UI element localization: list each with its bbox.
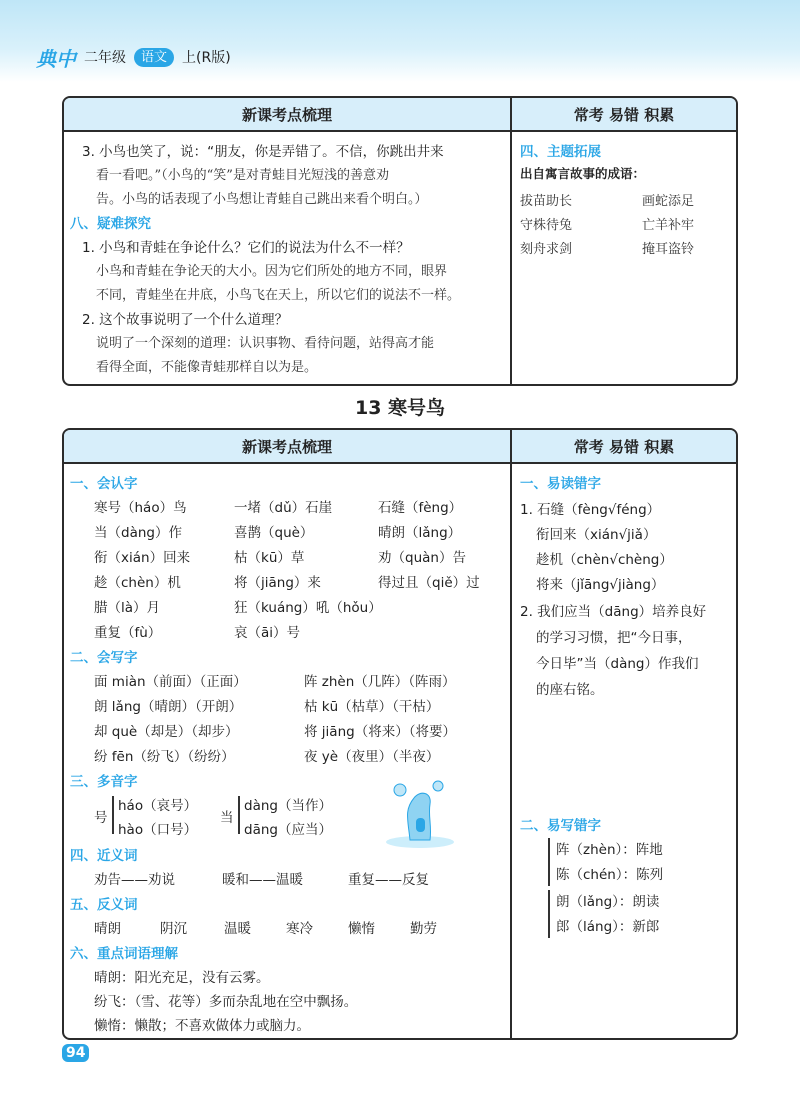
recognize-char: 衔（xián）回来 — [94, 550, 191, 566]
recognize-char: 趁（chèn）机 — [94, 575, 181, 591]
misread-sentence: 今日毕”当（dàng）作我们 — [536, 656, 699, 672]
synonym-pair: 重复——反复 — [348, 872, 429, 888]
write-char: 夜 yè（夜里）（半夜） — [304, 749, 440, 765]
answer-2-line1: 说明了一个深刻的道理：认识事物、看待问题，站得高才能 — [96, 336, 435, 351]
brand-logo: 典中 — [36, 46, 76, 71]
panel1-left-title: 新课考点梳理 — [64, 98, 510, 130]
theme-extension-heading: 四、主题拓展 — [520, 144, 601, 160]
panel-lesson13 — [62, 428, 738, 1040]
recognize-char: 重复（fù） — [94, 625, 162, 641]
panel2-right-title: 常考 易错 积累 — [512, 430, 736, 462]
brace-line — [112, 796, 114, 834]
idiom-subheading: 出自寓言故事的成语： — [520, 166, 646, 181]
misread-item: 衔回来（xián√jiǎ） — [536, 527, 657, 543]
panel-lesson12-tail — [62, 96, 738, 386]
panel1-column-divider — [510, 98, 512, 384]
misread-item: 趁机（chèn√chèng） — [536, 552, 673, 568]
antonym-word: 阴沉 — [160, 921, 187, 937]
miswrite-heading: 二、易写错字 — [520, 818, 601, 834]
panel2-header-rule — [64, 462, 736, 464]
antonym-word: 勤劳 — [410, 921, 437, 937]
item3-line2: 看一看吧。”（小鸟的“笑”是对青蛙目光短浅的善意劝 — [96, 168, 389, 183]
write-char: 却 què（却是）（却步） — [94, 724, 239, 740]
miswrite-item: 阵（zhèn）：阵地 — [556, 842, 663, 858]
polyphone-reading: dāng（应当） — [244, 822, 332, 838]
recognize-char: 晴朗（lǎng） — [378, 525, 462, 541]
recognize-char: 将（jiāng）来 — [234, 575, 321, 591]
antonym-word: 懒惰 — [348, 921, 375, 937]
question-2: 2. 这个故事说明了一个什么道理？ — [82, 312, 289, 328]
misread-sentence: 2. 我们应当（dāng）培养良好 — [520, 604, 707, 620]
antonym-word: 寒冷 — [286, 921, 313, 937]
page-header — [36, 44, 231, 70]
write-char: 朗 lǎng（晴朗）（开朗） — [94, 699, 243, 715]
answer-1-line1: 小鸟和青蛙在争论天的大小。因为它们所处的地方不同，眼界 — [96, 264, 448, 279]
write-char: 纷 fēn（纷飞）（纷纷） — [94, 749, 235, 765]
section-antonym-heading: 五、反义词 — [70, 897, 138, 913]
item3-line3: 告。小鸟的话表现了小鸟想让青蛙自己跳出来看个明白。） — [96, 192, 428, 207]
recognize-char: 哀（āi）号 — [234, 625, 301, 641]
tree-illustration — [380, 770, 458, 850]
recognize-char: 得过且（qiě）过 — [378, 575, 480, 591]
miswrite-item: 陈（chén）：陈列 — [556, 867, 664, 883]
subject-pill: 语文 — [134, 48, 174, 67]
brace-line — [548, 838, 550, 886]
synonym-pair: 劝告——劝说 — [94, 872, 175, 888]
misread-item: 1. 石缝（fèng√féng） — [520, 502, 661, 518]
synonym-pair: 暖和——温暖 — [222, 872, 303, 888]
recognize-char: 一堵（dǔ）石崖 — [234, 500, 333, 516]
write-char: 阵 zhèn（几阵）（阵雨） — [304, 674, 456, 690]
recognize-char: 劝（quàn）告 — [378, 550, 466, 566]
misread-sentence: 的座右铭。 — [536, 682, 604, 698]
panel2-left-title: 新课考点梳理 — [64, 430, 510, 462]
polyphone-char: 当 — [220, 810, 234, 826]
polyphone-char: 号 — [94, 810, 108, 826]
idiom: 刻舟求剑 — [520, 242, 573, 257]
idiom: 掩耳盗铃 — [642, 242, 695, 257]
recognize-char: 枯（kū）草 — [234, 550, 305, 566]
section-recognize-heading: 一、会认字 — [70, 476, 138, 492]
recognize-char: 腊（là）月 — [94, 600, 161, 616]
recognize-char: 喜鹊（què） — [234, 525, 314, 541]
panel1-right-title: 常考 易错 积累 — [512, 98, 736, 130]
idiom: 拔苗助长 — [520, 194, 573, 209]
idiom: 画蛇添足 — [642, 194, 695, 209]
write-char: 枯 kū（枯草）（干枯） — [304, 699, 440, 715]
antonym-word: 温暖 — [224, 921, 251, 937]
write-char: 将 jiāng（将来）（将要） — [304, 724, 456, 740]
lesson-title: 13 寒号鸟 — [354, 397, 446, 419]
panel2-column-divider — [510, 430, 512, 1038]
recognize-char: 狂（kuáng）吼（hǒu） — [234, 600, 382, 616]
answer-1-line2: 不同，青蛙坐在井底，小鸟飞在天上，所以它们的说法不一样。 — [96, 288, 461, 303]
misread-item: 将来（jǐāng√jiàng） — [536, 577, 665, 593]
misread-heading: 一、易读错字 — [520, 476, 601, 492]
grade-label: 二年级 — [84, 50, 126, 66]
recognize-char: 石缝（fèng） — [378, 500, 463, 516]
section-synonym-heading: 四、近义词 — [70, 848, 138, 864]
definition: 纷飞：（雪、花等）多而杂乱地在空中飘扬。 — [94, 994, 358, 1010]
definition: 懒惰：懒散；不喜欢做体力或脑力。 — [94, 1018, 310, 1034]
recognize-char: 寒号（háo）鸟 — [94, 500, 187, 516]
section-write-heading: 二、会写字 — [70, 650, 138, 666]
idiom: 守株待兔 — [520, 218, 573, 233]
polyphone-reading: dàng（当作） — [244, 798, 332, 814]
brace-line — [238, 796, 240, 834]
question-1: 1. 小鸟和青蛙在争论什么？它们的说法为什么不一样？ — [82, 240, 410, 256]
recognize-char: 当（dàng）作 — [94, 525, 182, 541]
write-char: 面 miàn（前面）（正面） — [94, 674, 247, 690]
antonym-word: 晴朗 — [94, 921, 121, 937]
section-8-heading: 八、疑难探究 — [70, 216, 151, 232]
polyphone-reading: háo（哀号） — [118, 798, 198, 814]
brace-line — [548, 890, 550, 938]
section-polyphone-heading: 三、多音字 — [70, 774, 138, 790]
answer-2-line2: 看得全面，不能像青蛙那样自以为是。 — [96, 360, 318, 375]
miswrite-item: 朗（lǎng）：朗读 — [556, 894, 660, 910]
definition: 晴朗：阳光充足，没有云雾。 — [94, 970, 270, 986]
edition-label: 上(R版) — [182, 50, 231, 66]
polyphone-reading: hào（口号） — [118, 822, 198, 838]
miswrite-item: 郎（láng）：新郎 — [556, 919, 660, 935]
panel1-header-rule — [64, 130, 736, 132]
page-number: 94 — [62, 1044, 89, 1062]
idiom: 亡羊补牢 — [642, 218, 695, 233]
misread-sentence: 的学习习惯，把“今日事， — [536, 630, 692, 646]
item3-line1: 3. 小鸟也笑了，说：“朋友，你是弄错了。不信，你跳出井来 — [82, 144, 444, 160]
section-definition-heading: 六、重点词语理解 — [70, 946, 178, 962]
